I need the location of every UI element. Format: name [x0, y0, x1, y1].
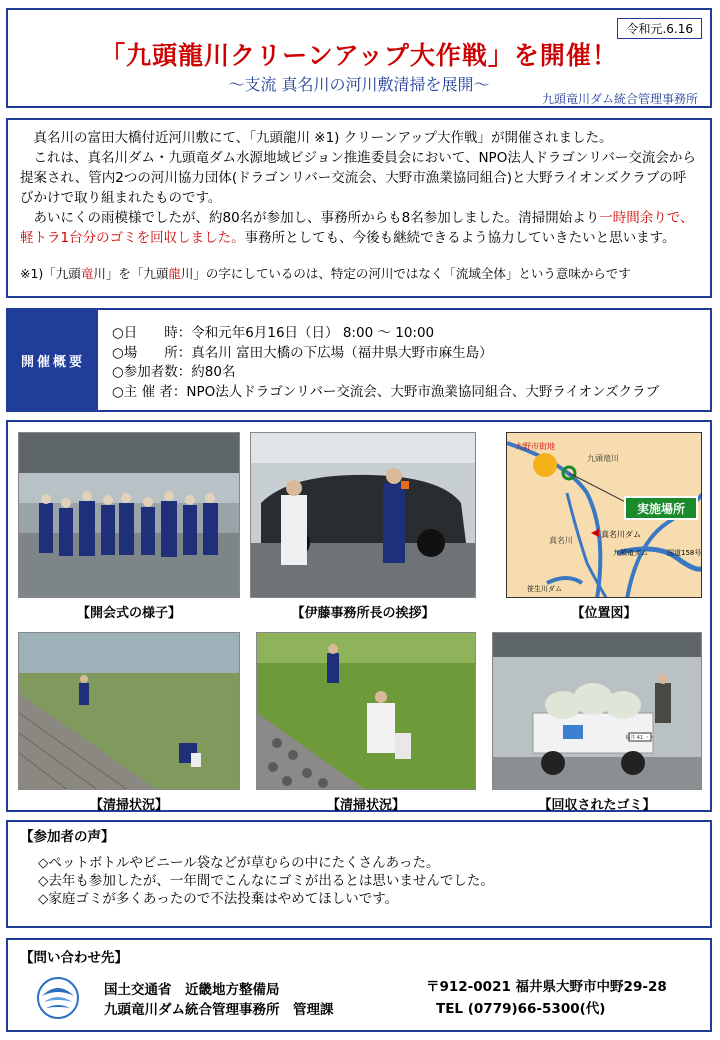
- intro-p3-text-end: 事務所としても、今後も継続できるよう協力していきたいと思います。: [244, 230, 676, 246]
- footnote: [20, 264, 698, 284]
- intro-paragraph-3: [20, 208, 698, 248]
- map-site-label: 実施場所: [636, 502, 686, 516]
- contact-phone: TEL (0779)66-5300(代): [436, 1001, 606, 1017]
- list-item: ◇去年も参加したが、一年間でこんなにゴミが出るとは思いませんでした。: [38, 873, 494, 889]
- contact-address: [426, 976, 667, 1020]
- list-item: ◇家庭ゴミが多くあったので不法投棄はやめてほしいです。: [38, 891, 399, 907]
- map-road-label: 国道158号: [667, 549, 702, 557]
- contact-title: 【問い合わせ先】: [20, 950, 128, 966]
- voices-list: [20, 854, 698, 908]
- list-item: ◇ペットボトルやビニール袋などが草むらの中にたくさんあった。: [38, 855, 440, 871]
- photo-cleaning-2: [256, 632, 476, 790]
- map-dam2-label: 九頭竜ダム: [613, 549, 648, 557]
- map-city-label: 大野市街地: [515, 442, 555, 451]
- intro-paragraph-1: 真名川の富田大橋付近河川敷にて、「九頭龍川 ※1) クリーンアップ大作戦」が開催されました。: [33, 130, 613, 146]
- participant-voices-section: [6, 820, 712, 928]
- page-title: 「九頭龍川クリーンアップ大作戦」を開催！: [100, 41, 618, 70]
- photo-opening-ceremony: [18, 432, 240, 598]
- mlit-logo-icon: [36, 976, 80, 1020]
- contact-postal-address: 〒912-0021 福井県大野市中野29-28: [426, 979, 667, 995]
- page-subtitle: ～支流 真名川の河川敷清掃を展開～: [228, 75, 490, 94]
- fn-part-c: 川」の字にしているのは、特定の河川ではなく「流域全体」という意味からです: [180, 266, 631, 281]
- map-dam3-label: 笹生川ダム: [527, 585, 562, 593]
- overview-section: [6, 308, 712, 412]
- contact-org-1: 国土交通省 近畿地方整備局: [104, 982, 280, 998]
- intro-p3-text: あいにくの雨模様でしたが、約80名が参加し、事務所からも8名参加しました。清掃開始より: [33, 210, 600, 226]
- overview-label: 開催概要: [8, 310, 98, 410]
- map-river2-label: 真名川: [549, 536, 573, 545]
- overview-date: ○日 時：令和元年6月16日（日） 8:00 ～ 10:00: [112, 325, 435, 341]
- contact-org-2: 九頭竜川ダム統合管理事務所 管理課: [104, 1002, 334, 1018]
- office-name: 九頭竜川ダム統合管理事務所: [541, 92, 698, 106]
- map-dam1-label: 真名川ダム: [601, 530, 641, 539]
- intro-section: [6, 118, 712, 298]
- photo-director-speech: [250, 432, 476, 598]
- photo-collected-garbage: [492, 632, 702, 790]
- caption-cleaning-2: 【清掃状況】: [326, 798, 405, 813]
- voices-title: 【参加者の声】: [20, 829, 115, 845]
- location-map: [506, 432, 702, 598]
- intro-p3-highlight: 一時間余りで、軽トラ1台分のゴミを回収しました。: [20, 210, 694, 246]
- overview-list: [112, 324, 659, 402]
- caption-map: 【位置図】: [571, 606, 637, 621]
- overview-place: ○場 所：真名川 富田大橋の下広場（福井県大野市麻生島）: [112, 344, 493, 361]
- intro-paragraph-2: これは、真名川ダム・九頭竜ダム水源地域ビジョン推進委員会において、NPO法人ドラゴンリバー交流会から提案され、管内2つの河川協力団体(ドラゴンリバー交流会、大野市漁業協同組合)と大野ライオンズクラブの呼びかけで取り組まれたものです。: [20, 150, 696, 206]
- caption-cleaning-1: 【清掃状況】: [89, 798, 168, 813]
- fn-part-b: 川」を「九頭: [93, 266, 169, 281]
- license-plate: 福井 41 ・・: [625, 735, 655, 741]
- date-badge: 令和元.6.16: [617, 18, 702, 39]
- fn-red-2: 龍: [168, 266, 181, 281]
- contact-organization: [104, 980, 334, 1020]
- fn-red-1: 竜: [80, 266, 94, 281]
- header-banner: [6, 8, 712, 108]
- fn-part-a: ※1)「九頭: [20, 266, 81, 281]
- map-river1-label: 九頭竜川: [587, 454, 619, 463]
- caption-opening: 【開会式の様子】: [76, 606, 181, 621]
- overview-participants: ○参加者数：約80名: [112, 364, 236, 380]
- contact-section: [6, 938, 712, 1032]
- photo-cleaning-1: [18, 632, 240, 790]
- caption-garbage: 【回収されたゴミ】: [538, 798, 656, 813]
- overview-organizers: ○主 催 者：NPO法人ドラゴンリバー交流会、大野市漁業協同組合、大野ライオンズクラブ: [112, 383, 660, 400]
- caption-speech: 【伊藤事務所長の挨拶】: [291, 606, 435, 621]
- photo-section: [6, 420, 712, 812]
